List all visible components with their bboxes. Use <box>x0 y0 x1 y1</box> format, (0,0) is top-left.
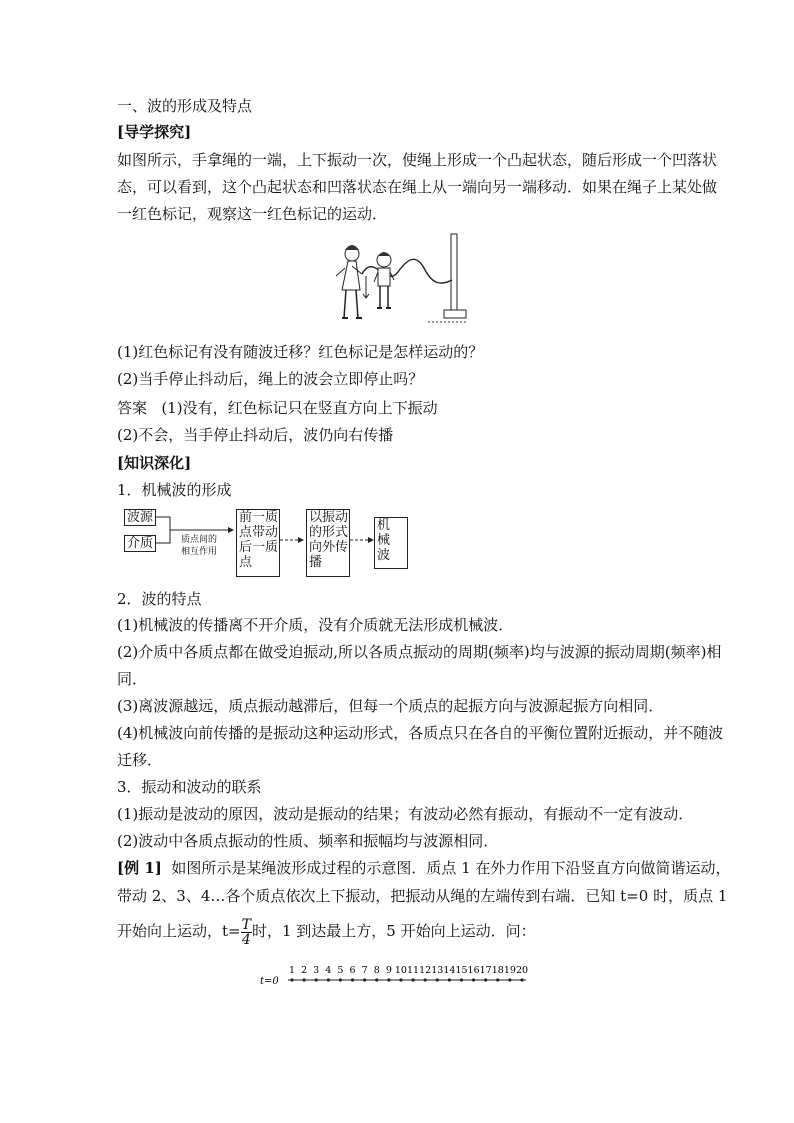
item1-title: 1．机械波的形成 <box>117 481 232 499</box>
box-drive-line: 点 <box>239 555 253 570</box>
guide-tag: [导学探究] <box>117 123 192 141</box>
particle-label-4: 4 <box>325 965 332 976</box>
particle-label-5: 5 <box>337 965 344 976</box>
example-tag: [例 1] <box>117 859 162 877</box>
particle-16 <box>472 978 475 981</box>
particle-label-9: 9 <box>385 965 392 976</box>
source-box: 波源 <box>124 509 156 526</box>
item2-point-4-cont: 迁移． <box>117 751 163 769</box>
fraction-T-over-4 <box>241 918 252 947</box>
answer-label: 答案 <box>117 399 148 417</box>
item2-point-2-cont: 同． <box>117 670 148 688</box>
particle-label-1: 1 <box>288 965 296 976</box>
particle-label-3: 3 <box>313 965 320 976</box>
particle-17 <box>484 978 487 981</box>
particle-label-7: 7 <box>361 965 368 976</box>
item3-point-2: (2)波动中各质点振动的性质、频率和振幅均与波源相同． <box>117 832 499 850</box>
particle-12 <box>424 978 427 981</box>
box-drive-line: 点带动 <box>239 525 279 540</box>
particle-4 <box>327 978 330 981</box>
box-mech-wave <box>374 517 408 569</box>
particle-20 <box>520 978 523 981</box>
particle-11 <box>411 978 414 981</box>
particle-label-20: 20 <box>515 965 529 976</box>
interaction-label-2: 相互作用 <box>180 547 217 557</box>
particle-19 <box>508 978 511 981</box>
particle-1 <box>290 978 293 981</box>
box-propagate <box>306 509 350 577</box>
particle-6 <box>351 978 354 981</box>
item2-point-2: (2)介质中各质点都在做受迫振动,所以各质点振动的周期(频率)均与波源的振动周期(频率)相 <box>117 643 722 661</box>
section-heading: 一、波的形成及特点 <box>117 97 253 115</box>
answer-2: (2)不会，当手停止抖动后，波仍向右传播 <box>117 426 394 444</box>
box-propagate-line: 的形式 <box>309 525 349 540</box>
particle-10 <box>399 978 402 981</box>
item3-title: 3．振动和波动的联系 <box>117 778 262 796</box>
item2-point-4: (4)机械波向前传播的是振动这种运动形式，各质点只在各自的平衡位置附近振动，并不随波 <box>117 724 724 742</box>
particle-label-11: 11 <box>407 965 420 976</box>
particle-14 <box>448 978 451 981</box>
particle-label-17: 17 <box>479 965 492 976</box>
example-line-1 <box>117 858 731 878</box>
intro-line-2: 态，可以看到，这个凸起状态和凹落状态在绳上从一端向另一端移动．如果在绳子上某处做 <box>117 178 718 196</box>
particle-label-16: 16 <box>467 965 480 976</box>
particle-8 <box>375 978 378 981</box>
arrow-1 <box>280 535 306 545</box>
example-text-3a: 开始向上运动，t= <box>117 922 241 940</box>
box-drive-line: 后一质 <box>239 540 279 555</box>
rope-particles-diagram <box>258 960 538 990</box>
item2-point-1: (1)机械波的传播离不开介质，没有介质就无法形成机械波． <box>117 616 514 634</box>
particle-15 <box>460 978 463 981</box>
particle-3 <box>315 978 318 981</box>
item3-point-1: (1)振动是波动的原因，波动是振动的结果；有波动必然有振动，有振动不一定有波动． <box>117 805 694 823</box>
particle-label-18: 18 <box>491 965 504 976</box>
time-label: t=0 <box>260 976 279 987</box>
interaction-label-1: 质点间的 <box>180 535 217 545</box>
particle-5 <box>339 978 342 981</box>
particle-label-13: 13 <box>431 965 444 976</box>
example-line-3 <box>117 914 536 948</box>
item2-point-3: (3)离波源越远，质点振动越滞后，但每一个质点的起振方向与波源起振方向相同． <box>117 697 664 715</box>
intro-line-1: 如图所示，手拿绳的一端，上下振动一次，使绳上形成一个凸起状态，随后形成一个凹落状 <box>117 151 718 169</box>
example-text-3b: 时，1 到达最上方，5 开始向上运动．问： <box>251 922 536 940</box>
medium-box: 介质 <box>124 535 156 552</box>
question-1: (1)红色标记有没有随波迁移？红色标记是怎样运动的？ <box>117 343 484 361</box>
question-2: (2)当手停止抖动后，绳上的波会立即停止吗？ <box>117 370 424 388</box>
box-drive <box>236 509 280 577</box>
particle-label-10: 10 <box>394 965 407 976</box>
answer-1: (1)没有，红色标记只在竖直方向上下振动 <box>161 399 438 417</box>
particle-label-8: 8 <box>373 965 380 976</box>
particle-13 <box>436 978 439 981</box>
particle-18 <box>496 978 499 981</box>
particle-label-19: 19 <box>503 965 516 976</box>
fraction-denominator: 4 <box>241 931 251 948</box>
particle-label-2: 2 <box>301 965 308 976</box>
particle-7 <box>363 978 366 981</box>
rope-wave-illustration <box>328 232 478 328</box>
box-mech-wave-line: 械 <box>377 533 391 548</box>
answer-row-1 <box>117 398 438 418</box>
particle-label-6: 6 <box>349 965 356 976</box>
box-propagate-line: 向外传 <box>309 540 349 555</box>
particle-9 <box>387 978 390 981</box>
item2-title: 2．波的特点 <box>117 590 202 608</box>
formation-flow-diagram <box>120 505 420 580</box>
box-drive-line: 前一质 <box>239 510 279 525</box>
box-propagate-line: 以振动 <box>309 510 349 525</box>
fraction-numerator: T <box>241 916 251 933</box>
deepen-tag: [知识深化] <box>117 454 192 472</box>
example-text-1: 如图所示是某绳波形成过程的示意图．质点 1 在外力作用下沿竖直方向做简谐运动， <box>171 859 731 877</box>
box-propagate-line: 播 <box>309 555 323 570</box>
box-mech-wave-line: 波 <box>377 548 391 563</box>
particle-label-15: 15 <box>455 965 468 976</box>
intro-line-3: 一红色标记，观察这一红色标记的运动． <box>117 205 388 223</box>
box-mech-wave-line: 机 <box>377 518 391 533</box>
particle-label-12: 12 <box>419 965 432 976</box>
particle-2 <box>303 978 306 981</box>
arrow-2 <box>350 535 376 545</box>
example-line-2: 带动 2、3、4…各个质点依次上下振动，把振动从绳的左端传到右端．已知 t=0 时，质点 1 <box>117 887 728 905</box>
particle-label-14: 14 <box>443 965 456 976</box>
